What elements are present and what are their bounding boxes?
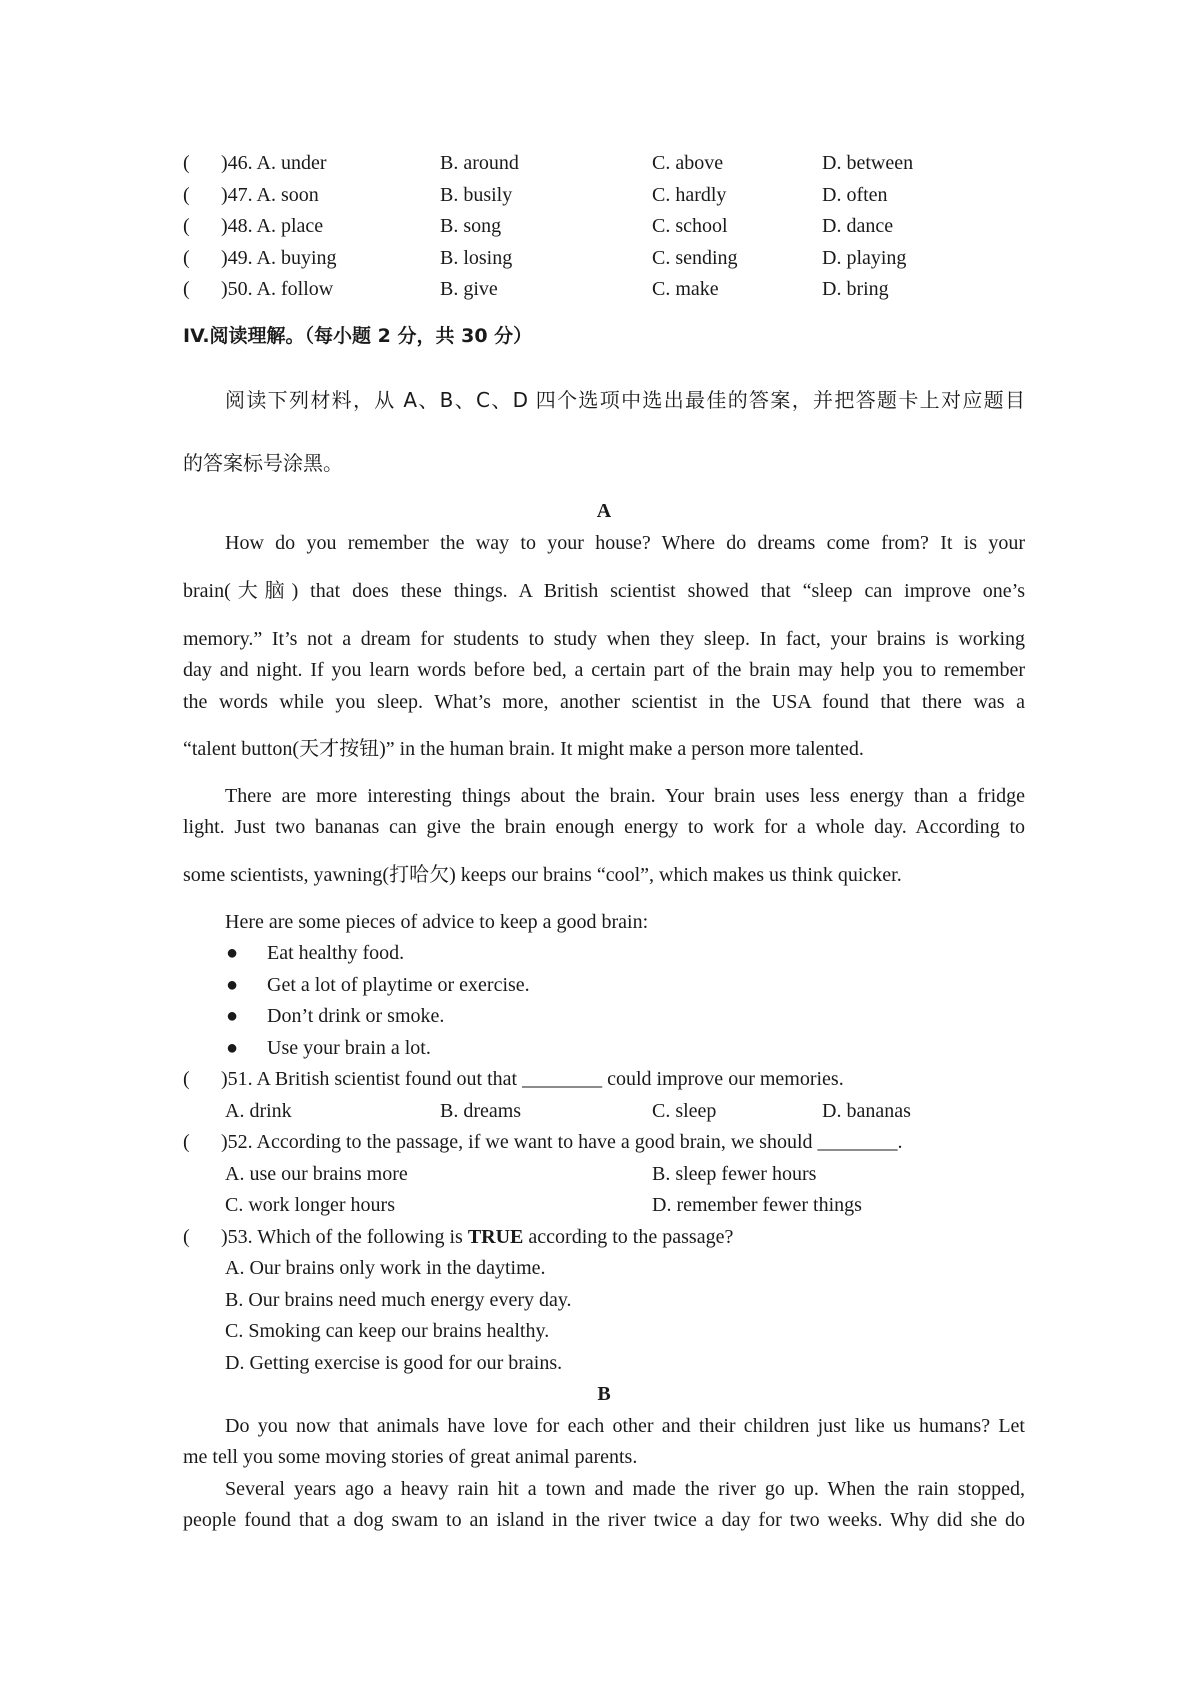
passage-b-line-1: Do you now that animals have love for each other and their children just like us humans? Let [225,1415,1025,1437]
answer-paren: ( [183,278,190,300]
passage-a-line-2: brain(大脑) that does these things. A British scientist showed that “sleep can improve one’s [183,580,1025,602]
option-b: B. around [440,152,519,174]
option-c: C. above [652,152,724,174]
question-number-option-a: )50. A. follow [221,278,334,300]
option-c: C. make [652,278,719,300]
answer-paren: ( [183,1226,190,1248]
stem-text: )53. Which of the following is [221,1226,468,1248]
passage-a-line-6: “talent button(天才按钮)” in the human brain. It might make a person more talented. [183,738,864,760]
option-c: C. sleep [652,1100,717,1122]
option-c: C. school [652,215,728,237]
passage-a-line-8: light. Just two bananas can give the brain enough energy to work for a whole day. According to [183,816,1025,838]
question-stem: )52. According to the passage, if we want to have a good brain, we should ________. [221,1131,903,1153]
option-d: D. often [822,184,888,206]
tip-text: Use your brain a lot. [267,1037,431,1059]
answer-paren: ( [183,215,190,237]
question-number-option-a: )49. A. buying [221,247,337,269]
bullet-icon: ● [226,1005,239,1027]
question-number-option-a: )47. A. soon [221,184,319,206]
instructions-line-1: 阅读下列材料，从 A、B、C、D 四个选项中选出最佳的答案，并把答题卡上对应题目 [225,388,1025,412]
option-a: A. drink [225,1100,292,1122]
passage-a-heading: A [596,500,612,522]
passage-b-line-4: people found that a dog swam to an island in the river twice a day for two weeks. Why did she do [183,1509,1025,1531]
option-a: A. Our brains only work in the daytime. [225,1257,546,1279]
option-c: C. sending [652,247,738,269]
option-d: D. bananas [822,1100,911,1122]
instructions-line-2: 的答案标号涂黑。 [183,451,343,475]
option-d: D. between [822,152,914,174]
option-b: B. sleep fewer hours [652,1163,817,1185]
answer-paren: ( [183,184,190,206]
option-d: D. playing [822,247,907,269]
answer-paren: ( [183,247,190,269]
option-d: D. bring [822,278,889,300]
passage-b-heading: B [597,1383,611,1405]
option-c: C. Smoking can keep our brains healthy. [225,1320,550,1342]
option-b: B. Our brains need much energy every day. [225,1289,572,1311]
bullet-icon: ● [226,974,239,996]
option-b: B. losing [440,247,513,269]
passage-b-line-3: Several years ago a heavy rain hit a town and made the river go up. When the rain stopped, [225,1478,1025,1500]
passage-a-line-5: the words while you sleep. What’s more, another scientist in the USA found that there was a [183,691,1025,713]
option-d: D. dance [822,215,894,237]
option-c: C. work longer hours [225,1194,395,1216]
passage-a-line-3: memory.” It’s not a dream for students to study when they sleep. In fact, your brains is working [183,628,1025,650]
tip-text: Don’t drink or smoke. [267,1005,445,1027]
bullet-icon: ● [226,942,239,964]
answer-paren: ( [183,1131,190,1153]
option-d: D. remember fewer things [652,1194,862,1216]
passage-a-line-1: How do you remember the way to your house? Where do dreams come from? It is your [225,532,1025,554]
question-number-option-a: )46. A. under [221,152,327,174]
option-b: B. give [440,278,498,300]
question-stem: )51. A British scientist found out that ________ could improve our memories. [221,1068,844,1090]
bullet-icon: ● [226,1037,239,1059]
passage-a-line-7: There are more interesting things about the brain. Your brain uses less energy than a fridge [225,785,1025,807]
option-d: D. Getting exercise is good for our brains. [225,1352,563,1374]
answer-paren: ( [183,1068,190,1090]
option-b: B. dreams [440,1100,522,1122]
option-c: C. hardly [652,184,727,206]
passage-a-line-4: day and night. If you learn words before bed, a certain part of the brain may help you to remember [183,659,1025,681]
passage-a-line-10: Here are some pieces of advice to keep a good brain: [225,911,649,933]
passage-a-line-9: some scientists, yawning(打哈欠) keeps our brains “cool”, which makes us think quicker. [183,864,902,886]
stem-text: according to the passage? [523,1226,734,1248]
passage-b-line-2: me tell you some moving stories of great animal parents. [183,1446,638,1468]
section-title: IV.阅读理解。（每小题 2 分，共 30 分） [183,325,533,347]
option-b: B. busily [440,184,513,206]
option-b: B. song [440,215,502,237]
tip-text: Get a lot of playtime or exercise. [267,974,530,996]
answer-paren: ( [183,152,190,174]
option-a: A. use our brains more [225,1163,408,1185]
question-number-option-a: )48. A. place [221,215,324,237]
stem-emphasis: TRUE [467,1226,524,1248]
tip-text: Eat healthy food. [267,942,405,964]
question-stem [221,1225,733,1249]
